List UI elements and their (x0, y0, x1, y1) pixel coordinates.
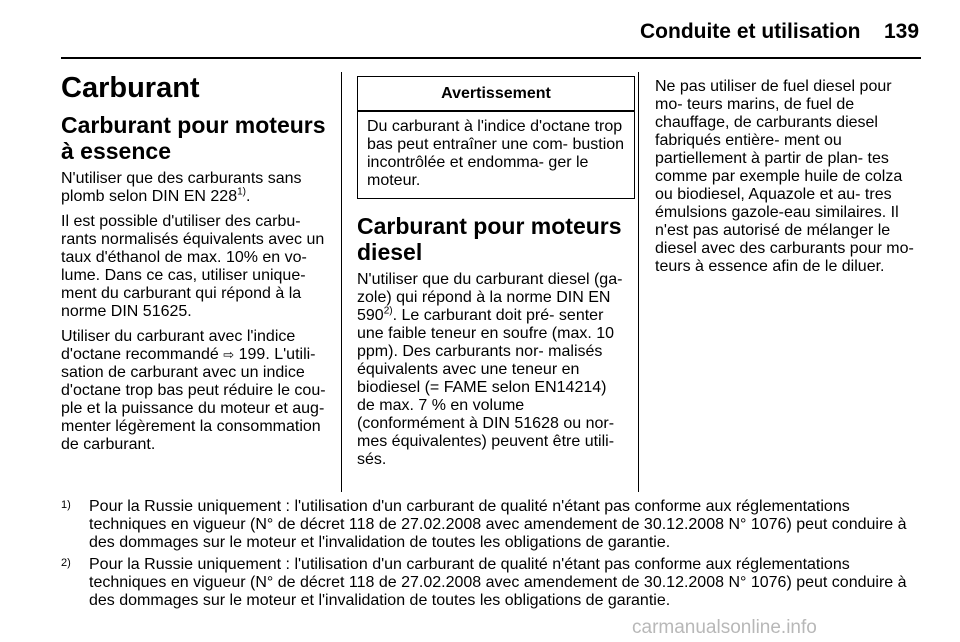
paragraph: Ne pas utiliser de fuel diesel pour mo- teurs marins, de fuel de chauffage, de carburants diesel fabriqués entière- ment ou partiellement à partir de plan- tes comme par exemple huile de colza ou biodiesel, Aquazole et au- tres émulsions gazole-eau similaires. Il n'est pas autorisé de mélanger le diesel avec des carburants pour mo- teurs à essence afin de le diluer. (655, 78, 914, 275)
paragraph-text: 199. L'utili- sation de carburant avec un indice d'octane trop bas peut réduire le cou- ple et la puissance du moteur et aug- menter légèrement la consommation de carburant. (61, 346, 326, 453)
warning-body: Du carburant à l'indice d'octane trop bas peut entraîner une com- bustion incontrôlée et endomma- ger le moteur. (367, 117, 625, 189)
paragraph-text: . (246, 188, 251, 205)
page-number: 139 (884, 20, 920, 43)
paragraph-text: N'utiliser que des carburants sans plomb selon DIN EN 228 (61, 170, 302, 205)
column-2 (357, 76, 625, 476)
watermark: carmanualsonline.info (632, 617, 817, 638)
footnote-text: Pour la Russie uniquement : l'utilisation d'un carburant de qualité n'étant pas conforme aux réglementations techniques en vigueur (N° de décret 118 de 27.02.2008 avec amendement de 30.12.2008 N° 1076) peut conduire à des dommages sur le moteur et l'invalidation de toutes les obligations de garantie. (89, 498, 907, 551)
paragraph (61, 170, 327, 206)
paragraph: Il est possible d'utiliser des carbu- rants normalisés équivalents avec un taux d'éthanol de max. 10% en vo- lume. Dans ce cas, utiliser unique- ment du carburant qui répond à la norme DIN 51625. (61, 213, 325, 320)
paragraph (357, 271, 625, 469)
paragraph-text: N'utiliser que du carburant diesel (ga- zole) qui répond à la norme DIN EN 590 (357, 270, 623, 324)
footnote (61, 556, 923, 610)
header-title: Conduite et utilisation (640, 20, 861, 43)
warning-title: Avertissement (441, 85, 551, 102)
page-link-arrow-icon[interactable]: ⇨ (223, 347, 235, 362)
subsection-title-diesel: Carburant pour moteurs diesel (357, 212, 622, 265)
paragraph-text: Utiliser du carburant avec l'indice d'octane recommandé (61, 328, 296, 363)
paragraph-text: . Le carburant doit pré- senter une faible teneur en soufre (max. 10 ppm). Des carburants nor- malisés équivalents avec une teneur en biodiesel (= FAME selon EN14214) de max. 7 % en volume (conformément à DIN 51628 ou nor- mes équivalentes) peuvent être utili- sés. (357, 306, 615, 468)
warning-box (357, 76, 635, 199)
column-divider (341, 72, 342, 492)
header-rule (61, 57, 921, 59)
column-3 (655, 78, 923, 283)
column-divider (638, 72, 639, 492)
footnote-ref[interactable]: 2) (383, 305, 393, 317)
footnote-mark: 2) (61, 557, 71, 569)
footnote-text: Pour la Russie uniquement : l'utilisation d'un carburant de qualité n'étant pas conforme aux réglementations techniques en vigueur (N° de décret 118 de 27.02.2008 avec amendement de 30.12.2008 N° 1076) peut conduire à des dommages sur le moteur et l'invalidation de toutes les obligations de garantie. (89, 556, 907, 609)
footnote-ref[interactable]: 1) (237, 186, 246, 198)
column-1 (61, 72, 327, 461)
subsection-title-gasoline: Carburant pour moteurs à essence (61, 112, 326, 164)
section-title: Carburant (61, 72, 200, 104)
paragraph (61, 328, 327, 454)
footnote (61, 498, 923, 552)
footnotes (61, 498, 923, 614)
footnote-mark: 1) (61, 499, 71, 511)
